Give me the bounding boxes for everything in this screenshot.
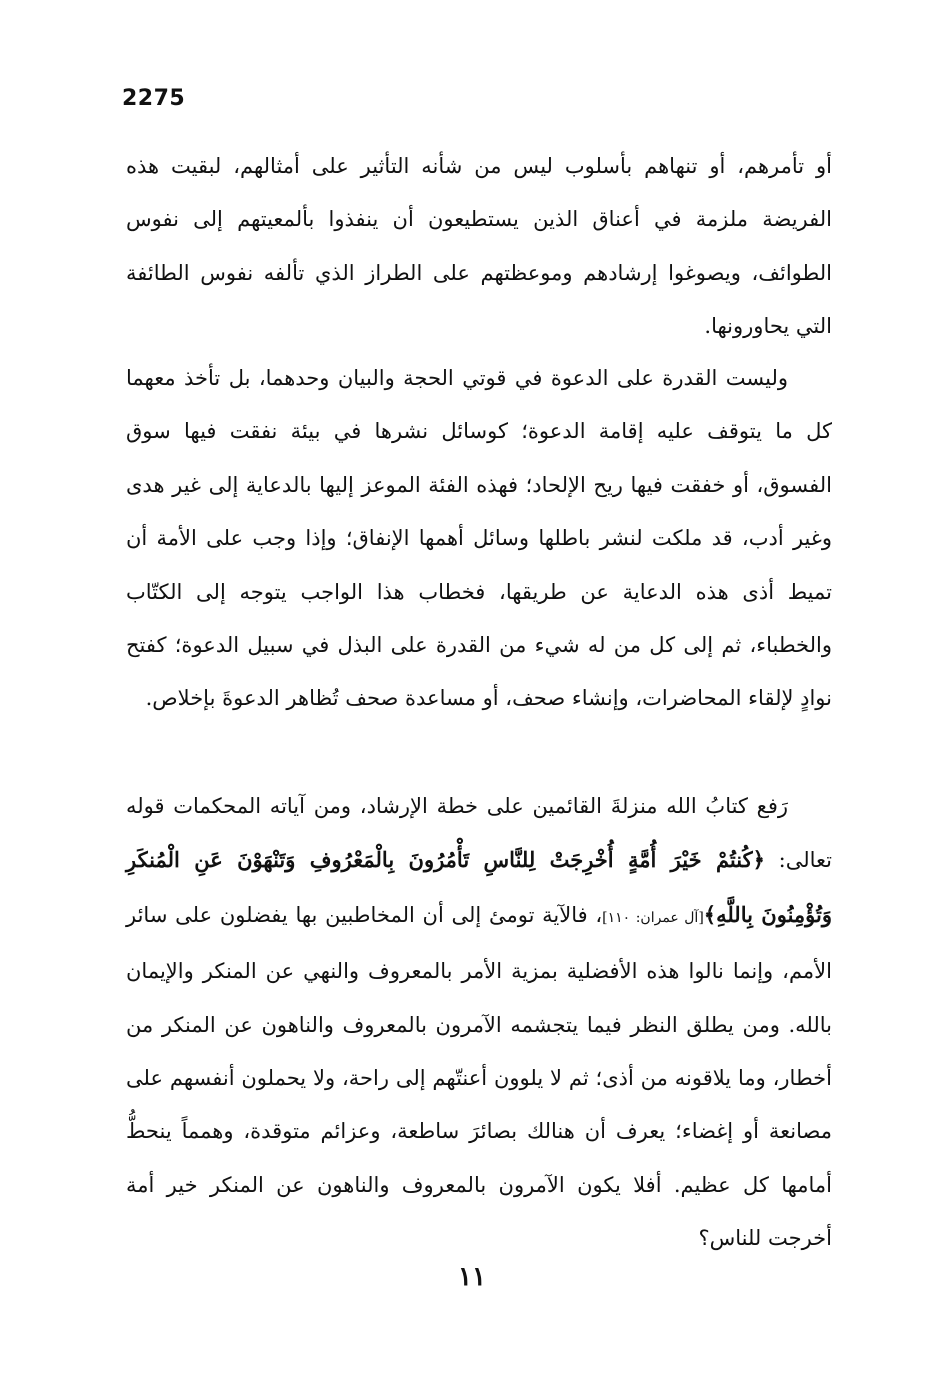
paragraph-1: أو تأمرهم، أو تنهاهم بأسلوب ليس من شأنه التأثير على أمثالهم، لبقيت هذه الفريضة ملزمة في أعناق الذين يستطيعون أن ينفذوا بألمعيتهم إلى نفوس الطوائف، ويصوغوا إرشادهم وموعظتهم على الطراز الذي تألفه نفوس الطائفة التي يحاورونها. bbox=[126, 154, 832, 339]
paragraph-3 bbox=[126, 780, 832, 1266]
verse-citation: [آل عمران: ١١٠] bbox=[602, 909, 704, 926]
page-number: 2275 bbox=[122, 86, 186, 111]
footer-page-number: ١١ bbox=[458, 1262, 486, 1292]
quran-verse: ﴿كُنتُمْ خَيْرَ أُمَّةٍ أُخْرِجَتْ لِلنَّاسِ تَأْمُرُونَ بِالْمَعْرُوفِ وَتَنْهَوْنَ عَنِ الْمُنكَرِ وَتُؤْمِنُونَ بِاللَّهِ﴾ bbox=[126, 847, 832, 927]
paragraph-3-rest: ، فالآية تومئ إلى أن المخاطبين بها يفضلون على سائر الأمم، وإنما نالوا هذه الأفضلية بمزية الأمر بالمعروف والنهي عن المنكر والإيمان بالله. ومن يطلق النظر فيما يتجشمه الآمرون بالمعروف والناهون عن المنكر من أخطار، وما يلاقونه من أذى؛ ثم لا يلوون أعنتّهم إلى راحة، ولا يحملون أنفسهم على مصانعة أو إغضاء؛ يعرف أن هنالك بصائرَ ساطعة، وعزائم متوقدة، وهمماً ينحطُّ أمامها كل عظيم. أفلا يكون الآمرون بالمعروف والناهون عن المنكر خير أمة أخرجت للناس؟ bbox=[126, 902, 832, 1251]
paragraph-2: وليست القدرة على الدعوة في قوتي الحجة والبيان وحدهما، بل تأخذ معهما كل ما يتوقف عليه إقامة الدعوة؛ كوسائل نشرها في بيئة نفقت فيها سوق الفسوق، أو خفقت فيها ريح الإلحاد؛ فهذه الفئة الموعز إليها بالدعاية إلى غير هدى وغير أدب، قد ملكت لنشر باطلها وسائل أهمها الإنفاق؛ وإذا وجب على الأمة أن تميط أذى هذه الدعاية عن طريقها، فخطاب هذا الواجب يتوجه إلى الكتّاب والخطباء، ثم إلى كل من له شيء من القدرة على البذل في سبيل الدعوة؛ كفتح نوادٍ لإلقاء المحاضرات، وإنشاء صحف، أو مساعدة صحف تُظاهر الدعوةَ بإخلاص. bbox=[126, 366, 832, 711]
paragraph-3-intro: رَفع كتابُ الله منزلةَ القائمين على خطة الإرشاد، ومن آياته المحكمات قوله تعالى: bbox=[126, 794, 832, 873]
